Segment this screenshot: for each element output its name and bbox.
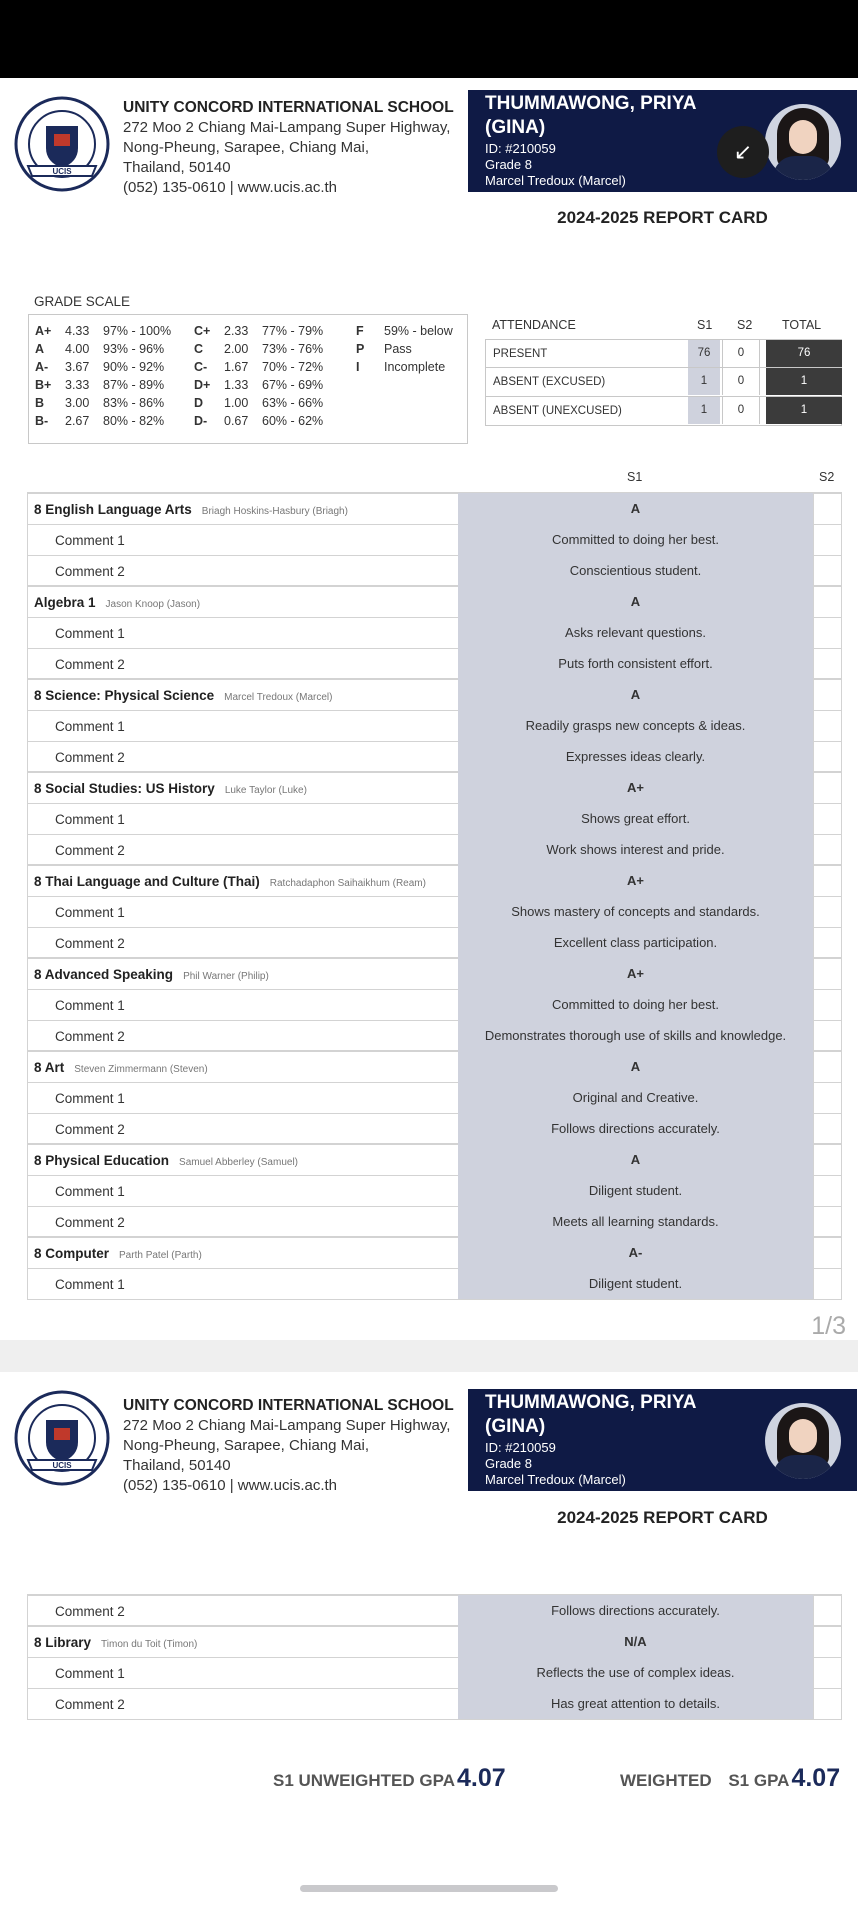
comment-row: Comment 1 Committed to doing her best. bbox=[27, 525, 842, 556]
page-number: 1/3 bbox=[811, 1312, 846, 1340]
school-address-line-2: Nong-Pheung, Sarapee, Chiang Mai, bbox=[123, 139, 369, 156]
student-id: ID: #210059 bbox=[485, 141, 556, 156]
school-name: UNITY CONCORD INTERNATIONAL SCHOOL bbox=[123, 99, 454, 116]
attendance-label: ATTENDANCE bbox=[492, 318, 576, 332]
comment-row: Comment 2 Demonstrates thorough use of skills and knowledge. bbox=[27, 1021, 842, 1052]
student-name: THUMMAWONG, PRIYA (GINA) bbox=[485, 93, 696, 138]
grades-table-continued bbox=[27, 1594, 842, 1720]
status-bar bbox=[0, 0, 858, 78]
grades-s2-header: S2 bbox=[819, 470, 835, 484]
comment-row: Comment 2 Conscientious student. bbox=[27, 556, 842, 587]
course-row: 8 Physical Education Samuel Abberley (Samuel) A bbox=[27, 1145, 842, 1176]
attendance-header bbox=[485, 314, 842, 339]
comment-row: Comment 2 Work shows interest and pride. bbox=[27, 835, 842, 866]
school-info bbox=[123, 1396, 454, 1496]
attendance-row-present: PRESENT 76 0 76 bbox=[485, 339, 842, 368]
comment-row: Comment 1 Reflects the use of complex ideas. bbox=[27, 1658, 842, 1689]
unweighted-gpa bbox=[273, 1764, 506, 1793]
comment-row: Comment 2 Excellent class participation. bbox=[27, 928, 842, 959]
course-row: 8 Computer Parth Patel (Parth) A- bbox=[27, 1238, 842, 1269]
student-photo bbox=[765, 104, 841, 180]
school-address-line-2: Nong-Pheung, Sarapee, Chiang Mai, bbox=[123, 1437, 369, 1454]
grades-s1-header: S1 bbox=[627, 470, 643, 484]
comment-row: Comment 1 Diligent student. bbox=[27, 1269, 842, 1300]
school-address-line-1: 272 Moo 2 Chiang Mai-Lampang Super Highway, bbox=[123, 1417, 451, 1434]
school-logo-icon bbox=[14, 96, 110, 192]
unweighted-gpa-value: 4.07 bbox=[456, 1764, 506, 1792]
grade-scale-box bbox=[28, 314, 468, 444]
comment-row: Comment 2 Expresses ideas clearly. bbox=[27, 742, 842, 773]
comment-row: Comment 2 Puts forth consistent effort. bbox=[27, 649, 842, 680]
comment-row: Comment 1 Diligent student. bbox=[27, 1176, 842, 1207]
student-advisor: Marcel Tredoux (Marcel) bbox=[485, 1472, 626, 1487]
grade-scale-label: GRADE SCALE bbox=[34, 294, 131, 309]
attendance-row-absent-excused: ABSENT (EXCUSED) 1 0 1 bbox=[485, 368, 842, 397]
course-row: 8 Thai Language and Culture (Thai) Ratchadaphon Saihaikhum (Ream) A+ bbox=[27, 866, 842, 897]
comment-row: Comment 1 Original and Creative. bbox=[27, 1083, 842, 1114]
school-address-line-3: Thailand, 50140 bbox=[123, 1457, 231, 1474]
course-row: 8 Science: Physical Science Marcel Tredoux (Marcel) A bbox=[27, 680, 842, 711]
comment-row: Comment 2 Follows directions accurately. bbox=[27, 1114, 842, 1145]
student-banner bbox=[468, 1389, 857, 1491]
school-address-line-3: Thailand, 50140 bbox=[123, 159, 231, 176]
student-photo bbox=[765, 1403, 841, 1479]
comment-row: Comment 1 Asks relevant questions. bbox=[27, 618, 842, 649]
course-row: 8 Advanced Speaking Phil Warner (Philip) A+ bbox=[27, 959, 842, 990]
svg-text:UCIS: UCIS bbox=[52, 1461, 72, 1470]
weighted-gpa-sub-label: S1 GPA bbox=[728, 1771, 790, 1790]
page-separator bbox=[0, 1340, 858, 1372]
attendance-row-absent-unexcused: ABSENT (UNEXCUSED) 1 0 1 bbox=[485, 397, 842, 426]
grade-scale-column-2: C+ 2.33 77% - 79% C 2.00 73% - 76% C- 1.67 70% - 72% D+ 1.33 67% - 69% D 1.00 63% - 66% D- 0.67 60% - 62% bbox=[194, 324, 324, 428]
report-page-2 bbox=[0, 1372, 858, 1872]
comment-row: Comment 1 Committed to doing her best. bbox=[27, 990, 842, 1021]
collapse-icon[interactable]: ↙ bbox=[717, 126, 769, 178]
grade-scale-column-1: A+ 4.33 97% - 100% A 4.00 93% - 96% A- 3.67 90% - 92% B+ 3.33 87% - 89% B 3.00 83% - 86% B- 2.67 80% - 82% bbox=[35, 324, 172, 428]
comment-row: Comment 2 Has great attention to details. bbox=[27, 1689, 842, 1720]
unweighted-gpa-label: S1 UNWEIGHTED GPA bbox=[273, 1771, 455, 1790]
weighted-gpa-label: WEIGHTED bbox=[620, 1771, 712, 1790]
comment-row: Comment 2 Follows directions accurately. bbox=[27, 1596, 842, 1627]
course-row: 8 Art Steven Zimmermann (Steven) A bbox=[27, 1052, 842, 1083]
comment-row: Comment 1 Shows mastery of concepts and standards. bbox=[27, 897, 842, 928]
course-row: Algebra 1 Jason Knoop (Jason) A bbox=[27, 587, 842, 618]
school-info bbox=[123, 98, 454, 198]
report-page-1 bbox=[0, 78, 858, 1340]
student-advisor: Marcel Tredoux (Marcel) bbox=[485, 173, 626, 188]
home-indicator[interactable] bbox=[300, 1885, 558, 1892]
school-contact: (052) 135-0610 | www.ucis.ac.th bbox=[123, 179, 338, 196]
course-row: 8 English Language Arts Briagh Hoskins-Hasbury (Briagh) A bbox=[27, 494, 842, 525]
school-address-line-1: 272 Moo 2 Chiang Mai-Lampang Super Highway, bbox=[123, 119, 451, 136]
attendance-total-header: TOTAL bbox=[782, 318, 822, 332]
student-grade: Grade 8 bbox=[485, 157, 532, 172]
grades-table bbox=[27, 492, 842, 1300]
student-name: THUMMAWONG, PRIYA (GINA) bbox=[485, 1392, 696, 1437]
comment-row: Comment 1 Shows great effort. bbox=[27, 804, 842, 835]
school-name: UNITY CONCORD INTERNATIONAL SCHOOL bbox=[123, 1397, 454, 1414]
report-card-title: 2024-2025 REPORT CARD bbox=[557, 1508, 768, 1527]
attendance-s1-header: S1 bbox=[697, 318, 713, 332]
weighted-gpa-value: 4.07 bbox=[791, 1764, 841, 1792]
course-row: 8 Social Studies: US History Luke Taylor (Luke) A+ bbox=[27, 773, 842, 804]
student-id: ID: #210059 bbox=[485, 1440, 556, 1455]
school-logo-icon bbox=[14, 1390, 110, 1486]
comment-row: Comment 1 Readily grasps new concepts & ideas. bbox=[27, 711, 842, 742]
student-banner bbox=[468, 90, 857, 192]
weighted-gpa bbox=[620, 1764, 840, 1793]
report-card-title: 2024-2025 REPORT CARD bbox=[557, 208, 768, 227]
attendance-s2-header: S2 bbox=[737, 318, 753, 332]
grade-scale-column-3: F 59% - below P Pass I Incomplete bbox=[356, 324, 453, 374]
comment-row: Comment 2 Meets all learning standards. bbox=[27, 1207, 842, 1238]
school-contact: (052) 135-0610 | www.ucis.ac.th bbox=[123, 1477, 338, 1494]
svg-text:UCIS: UCIS bbox=[52, 167, 72, 176]
course-row: 8 Library Timon du Toit (Timon) N/A bbox=[27, 1627, 842, 1658]
student-grade: Grade 8 bbox=[485, 1456, 532, 1471]
attendance-table bbox=[485, 314, 842, 426]
